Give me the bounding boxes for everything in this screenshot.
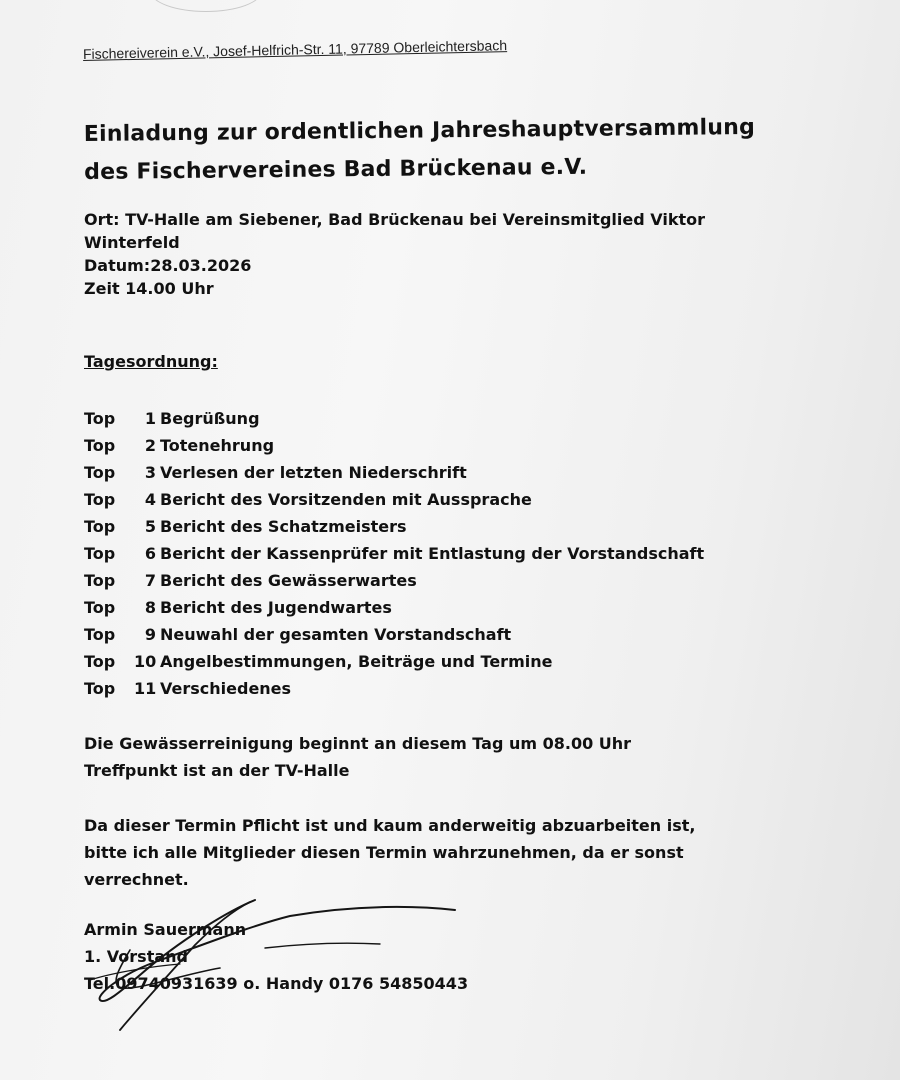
agenda-item-number: 10 — [134, 652, 157, 671]
agenda-item-prefix: Top — [84, 490, 116, 509]
agenda-item — [84, 432, 704, 459]
meeting-date: Datum:28.03.2026 — [84, 256, 252, 275]
agenda-item-prefix: Top — [84, 544, 116, 563]
agenda-item — [84, 648, 704, 675]
title-line-1: Einladung zur ordentlichen Jahreshauptversammlung — [83, 114, 756, 148]
cleanup-notice-line-1: Die Gewässerreinigung beginnt an diesem Tag um 08.00 Uhr — [84, 734, 632, 753]
agenda-item — [84, 621, 704, 648]
agenda-item-text: Angelbestimmungen, Beiträge und Termine — [160, 652, 553, 671]
agenda-item-prefix: Top — [84, 409, 116, 428]
agenda-item-number: 6 — [144, 544, 156, 563]
agenda-item — [84, 486, 704, 513]
agenda-item — [84, 459, 704, 486]
agenda-item-number: 3 — [144, 463, 156, 482]
letterhead-stamp-edge — [150, 0, 262, 12]
obligation-notice-line-1: Da dieser Termin Pflicht ist und kaum anderweitig abzuarbeiten ist, — [84, 816, 696, 835]
agenda-item — [84, 567, 704, 594]
agenda-list — [84, 405, 704, 702]
agenda-item-prefix: Top — [84, 571, 116, 590]
obligation-notice-line-2: bitte ich alle Mitglieder diesen Termin wahrzunehmen, da er sonst — [84, 843, 684, 862]
meeting-time: Zeit 14.00 Uhr — [84, 279, 214, 298]
agenda-item-text: Bericht des Jugendwartes — [160, 598, 392, 617]
agenda-item-prefix: Top — [84, 625, 116, 644]
meeting-place-line-1: Ort: TV-Halle am Siebener, Bad Brückenau bei Vereinsmitglied Viktor — [84, 210, 705, 229]
agenda-item-number: 5 — [144, 517, 156, 536]
agenda-item — [84, 594, 704, 621]
agenda-item-prefix: Top — [84, 436, 116, 455]
agenda-heading: Tagesordnung: — [84, 352, 218, 371]
obligation-notice-line-3: verrechnet. — [84, 870, 189, 889]
agenda-item-number: 7 — [144, 571, 156, 590]
agenda-item-text: Totenehrung — [160, 436, 275, 455]
agenda-item-number: 8 — [144, 598, 156, 617]
agenda-item-number: 1 — [144, 409, 156, 428]
cleanup-notice — [84, 730, 844, 784]
title-line-2: des Fischervereines Bad Brückenau e.V. — [84, 154, 588, 185]
meeting-place-line-2: Winterfeld — [84, 233, 180, 252]
agenda-item-text: Bericht des Vorsitzenden mit Aussprache — [160, 490, 532, 509]
document-title — [84, 109, 756, 192]
handwritten-signature-icon — [60, 880, 490, 1040]
meeting-info — [84, 208, 844, 300]
agenda-item-text: Bericht des Schatzmeisters — [160, 517, 407, 536]
agenda-item — [84, 540, 704, 567]
agenda-item — [84, 675, 704, 702]
agenda-item-prefix: Top — [84, 598, 116, 617]
agenda-item-text: Neuwahl der gesamten Vorstandschaft — [160, 625, 512, 644]
agenda-item-text: Verschiedenes — [160, 679, 292, 698]
agenda-item-prefix: Top — [84, 679, 116, 698]
signer-contact: Tel.09740931639 o. Handy 0176 54850443 — [84, 974, 469, 993]
agenda-item — [84, 513, 704, 540]
agenda-item — [84, 405, 704, 432]
cleanup-notice-line-2: Treffpunkt ist an der TV-Halle — [84, 761, 350, 780]
signer-name: Armin Sauermann — [84, 920, 247, 939]
signer-role: 1. Vorstand — [84, 947, 188, 966]
agenda-item-number: 11 — [134, 679, 157, 698]
agenda-item-prefix: Top — [84, 517, 116, 536]
agenda-item-prefix: Top — [84, 463, 116, 482]
agenda-item-text: Begrüßung — [160, 409, 260, 428]
agenda-item-prefix: Top — [84, 652, 116, 671]
agenda-item-text: Bericht der Kassenprüfer mit Entlastung der Vorstandschaft — [160, 544, 705, 563]
sender-address-line: Fischereiverein e.V., Josef-Helfrich-Str. 11, 97789 Oberleichtersbach — [82, 37, 508, 62]
agenda-item-number: 4 — [144, 490, 156, 509]
agenda-item-number: 9 — [144, 625, 156, 644]
agenda-item-text: Verlesen der letzten Niederschrift — [160, 463, 467, 482]
agenda-item-number: 2 — [144, 436, 156, 455]
agenda-item-text: Bericht des Gewässerwartes — [160, 571, 417, 590]
